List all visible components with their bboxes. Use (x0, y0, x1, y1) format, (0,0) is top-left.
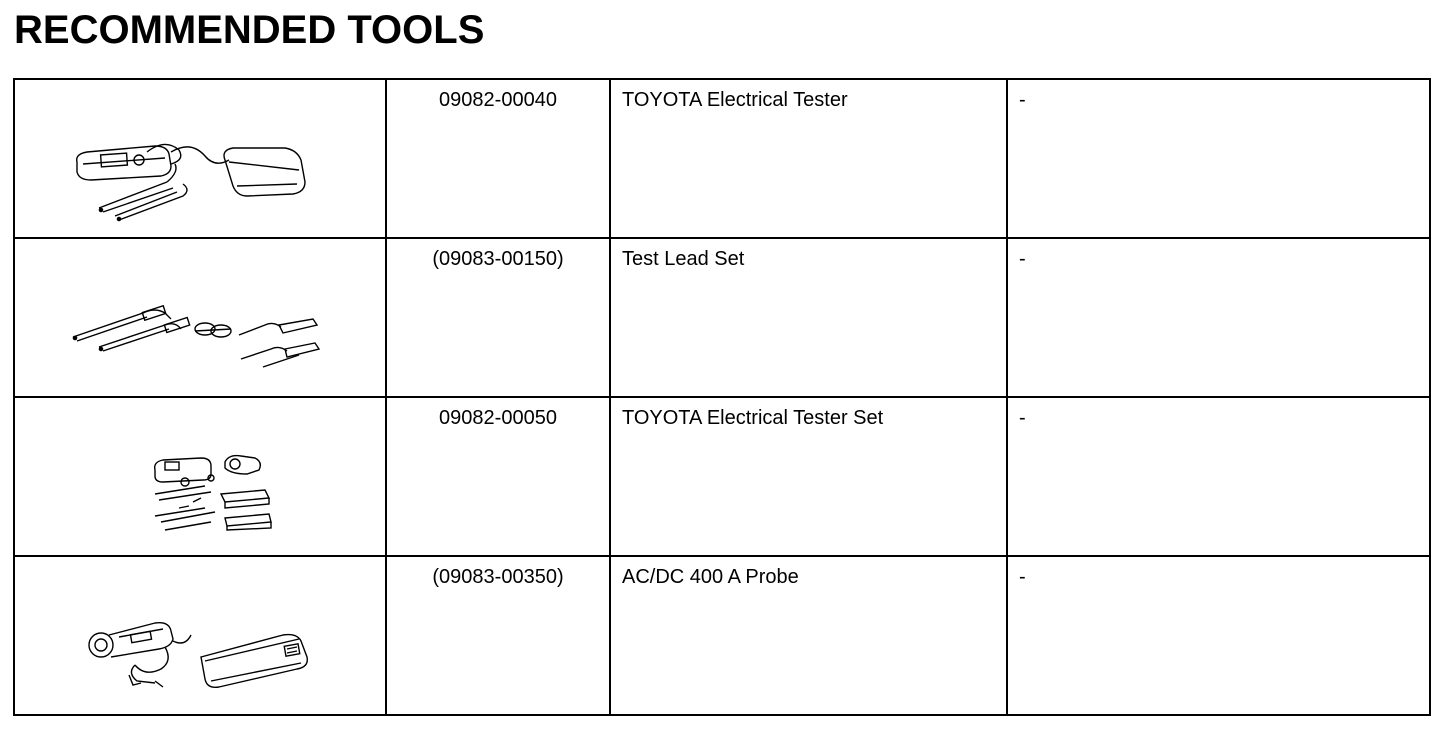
tool-image-cell (14, 556, 386, 715)
tool-image-cell (14, 238, 386, 397)
table-row (14, 556, 1430, 715)
table-row (14, 79, 1430, 238)
part-number-cell: 09082-00040 (386, 79, 610, 238)
tool-name-cell: Test Lead Set (610, 238, 1007, 397)
tool-image-cell (14, 397, 386, 556)
clamp-probe-icon (15, 557, 385, 714)
tool-name-cell: AC/DC 400 A Probe (610, 556, 1007, 715)
part-number-cell: (09083-00150) (386, 238, 610, 397)
table-row (14, 397, 1430, 556)
tool-name-cell: TOYOTA Electrical Tester (610, 79, 1007, 238)
part-number-cell: (09083-00350) (386, 556, 610, 715)
note-cell: - (1007, 397, 1430, 556)
note-cell: - (1007, 79, 1430, 238)
electrical-tester-set-icon (15, 398, 385, 555)
part-number-cell: 09082-00050 (386, 397, 610, 556)
page-title: RECOMMENDED TOOLS (14, 8, 485, 52)
tool-image-cell (14, 79, 386, 238)
electrical-tester-icon (15, 80, 385, 237)
tools-table (13, 78, 1431, 716)
note-cell: - (1007, 238, 1430, 397)
table-row (14, 238, 1430, 397)
test-lead-set-icon (15, 239, 385, 396)
note-cell: - (1007, 556, 1430, 715)
tool-name-cell: TOYOTA Electrical Tester Set (610, 397, 1007, 556)
